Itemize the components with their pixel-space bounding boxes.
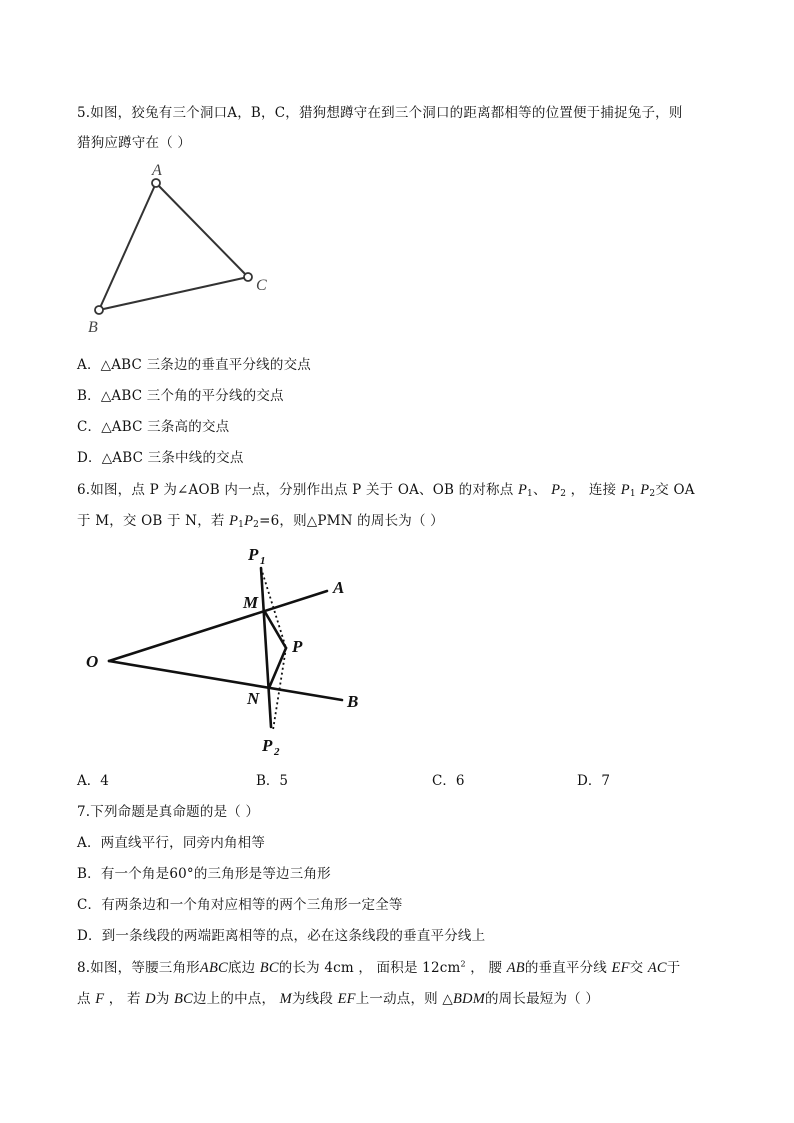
q5-option-b: B．△ABC 三个角的平分线的交点: [77, 388, 284, 404]
q6-line1-pre: 6.如图，点 P 为∠AOB 内一点，分别作出点 P 关于 OA、OB 的对称点: [77, 482, 514, 498]
q7-option-a: A．两直线平行，同旁内角相等: [77, 835, 266, 851]
q6-option-b: B．5: [256, 773, 289, 789]
label-p1: P: [248, 545, 259, 564]
q7-option-d: D．到一条线段的两端距离相等的点，必在这条线段的垂直平分线上: [77, 928, 486, 944]
label-a: A: [152, 162, 162, 179]
q5-option-c: C．△ABC 三条高的交点: [77, 419, 230, 435]
label-p2-sub: 2: [274, 746, 280, 758]
q6-option-c: C．6: [432, 773, 465, 789]
q7-option-b: B．有一个角是60°的三角形是等边三角形: [77, 866, 331, 882]
label-p: P: [292, 637, 303, 656]
q6-p1-sym: P: [517, 482, 528, 498]
q6-option-d: D．7: [577, 773, 610, 789]
label-a6: A: [333, 578, 345, 597]
q5-option-a: A．△ABC 三条边的垂直平分线的交点: [77, 357, 311, 373]
label-c: C: [256, 277, 267, 294]
q5-line2: 猎狗应蹲守在（ ）: [77, 135, 192, 151]
q5-triangle-figure: [80, 160, 280, 340]
q6-angle-figure: [80, 540, 380, 765]
label-p1-sub: 1: [260, 555, 266, 567]
q5-option-d: D．△ABC 三条中线的交点: [77, 450, 244, 466]
q8-line2: 点 F ， 若 D为 BC边上的中点， M为线段 EF上一动点，则 △BDM的周长最短为（ ）: [77, 991, 600, 1007]
label-m: M: [243, 593, 259, 612]
q6-option-a: A．4: [77, 773, 109, 789]
label-p2: P: [262, 736, 273, 755]
q7-title: 7.下列命题是真命题的是（ ）: [77, 804, 260, 820]
q8-line1: 8.如图，等腰三角形ABC底边 BC的长为 4cm ， 面积是 $12cm^2$ ， 腰 AB的垂直平分线 EF交 AC于: [77, 959, 681, 976]
q6-line1-post: 交 OA: [655, 482, 695, 498]
q6-p2-sym: P: [551, 482, 561, 498]
label-b6: B: [347, 692, 359, 711]
q5-line1: 5.如图，狡兔有三个洞口A，B，C，猎狗想蹲守在到三个洞口的距离都相等的位置便于捕捉兔子，则: [77, 105, 683, 121]
label-b: B: [88, 319, 98, 336]
q6-line1: 6.如图，点 P 为∠AOB 内一点，分别作出点 P 关于 OA、OB 的对称点 $P_1$、 $P_2$ ， 连接 $P_1$ $P_2$交 OA: [77, 482, 695, 499]
label-n: N: [247, 689, 260, 708]
label-o: O: [86, 652, 99, 671]
q6-line2: 于 M，交 OB 于 N，若 $P_1P_2=6$，则△PMN 的周长为（ ）: [77, 513, 444, 530]
q7-option-c: C．有两条边和一个角对应相等的两个三角形一定全等: [77, 897, 403, 913]
